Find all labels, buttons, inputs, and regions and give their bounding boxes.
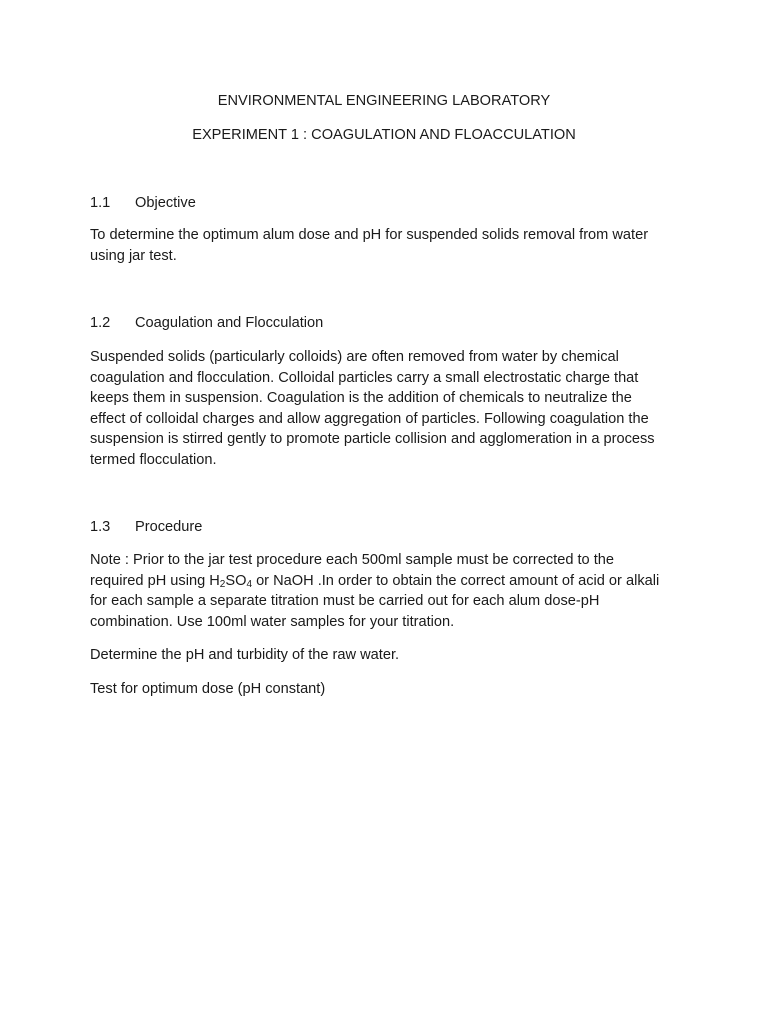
- paragraph-line: Suspended solids (particularly colloids) are often removed from water by chemical: [90, 349, 619, 365]
- paragraph-line: Determine the pH and turbidity of the raw water.: [90, 647, 400, 663]
- section-number: 1.1: [90, 195, 111, 211]
- paragraph-line: effect of colloidal charges and allow aggregation of particles. Following coagulation the: [90, 410, 649, 427]
- note-text: required pH using H: [90, 572, 220, 589]
- paragraph-line: for each sample a separate titration must be carried out for each alum dose-pH: [90, 593, 600, 609]
- subscript: 4: [246, 578, 253, 590]
- objective-paragraph: [90, 225, 690, 266]
- paragraph-line: [90, 571, 690, 592]
- section-number: 1.2: [90, 315, 111, 331]
- note-text: or NaOH .In order to obtain the correct amount of acid or alkali: [252, 572, 660, 589]
- procedure-note-paragraph: [90, 550, 690, 632]
- paragraph-line: keeps them in suspension. Coagulation is the addition of chemicals to neutralize the: [90, 390, 632, 406]
- determine-line: [90, 645, 690, 666]
- paragraph-line: Note : Prior to the jar test procedure each 500ml sample must be corrected to the: [90, 552, 615, 568]
- section-number: 1.3: [90, 519, 111, 535]
- coagulation-paragraph: [90, 347, 690, 470]
- paragraph-line: combination. Use 100ml water samples for your titration.: [90, 613, 455, 630]
- lab-title: ENVIRONMENTAL ENGINEERING LABORATORY: [217, 93, 551, 109]
- paragraph-line: suspension is stirred gently to promote particle collision and agglomeration in a process: [90, 431, 655, 447]
- experiment-title: EXPERIMENT 1 : COAGULATION AND FLOACCULATION: [192, 127, 576, 143]
- note-text: SO: [225, 572, 247, 589]
- section-heading-coagulation: [90, 314, 323, 332]
- paragraph-line: coagulation and flocculation. Colloidal particles carry a small electrostatic charge that: [90, 369, 639, 386]
- section-title: Procedure: [135, 519, 203, 535]
- section-title: Coagulation and Flocculation: [135, 315, 324, 331]
- paragraph-line: termed flocculation.: [90, 451, 217, 468]
- paragraph-line: To determine the optimum alum dose and pH for suspended solids removal from water: [90, 227, 649, 243]
- section-heading-procedure: [90, 518, 202, 536]
- paragraph-line: using jar test.: [90, 247, 177, 264]
- paragraph-line: Test for optimum dose (pH constant): [90, 681, 326, 697]
- subscript: 2: [219, 578, 226, 590]
- test-line: [90, 679, 690, 700]
- section-title: Objective: [135, 195, 196, 211]
- section-heading-objective: [90, 194, 196, 212]
